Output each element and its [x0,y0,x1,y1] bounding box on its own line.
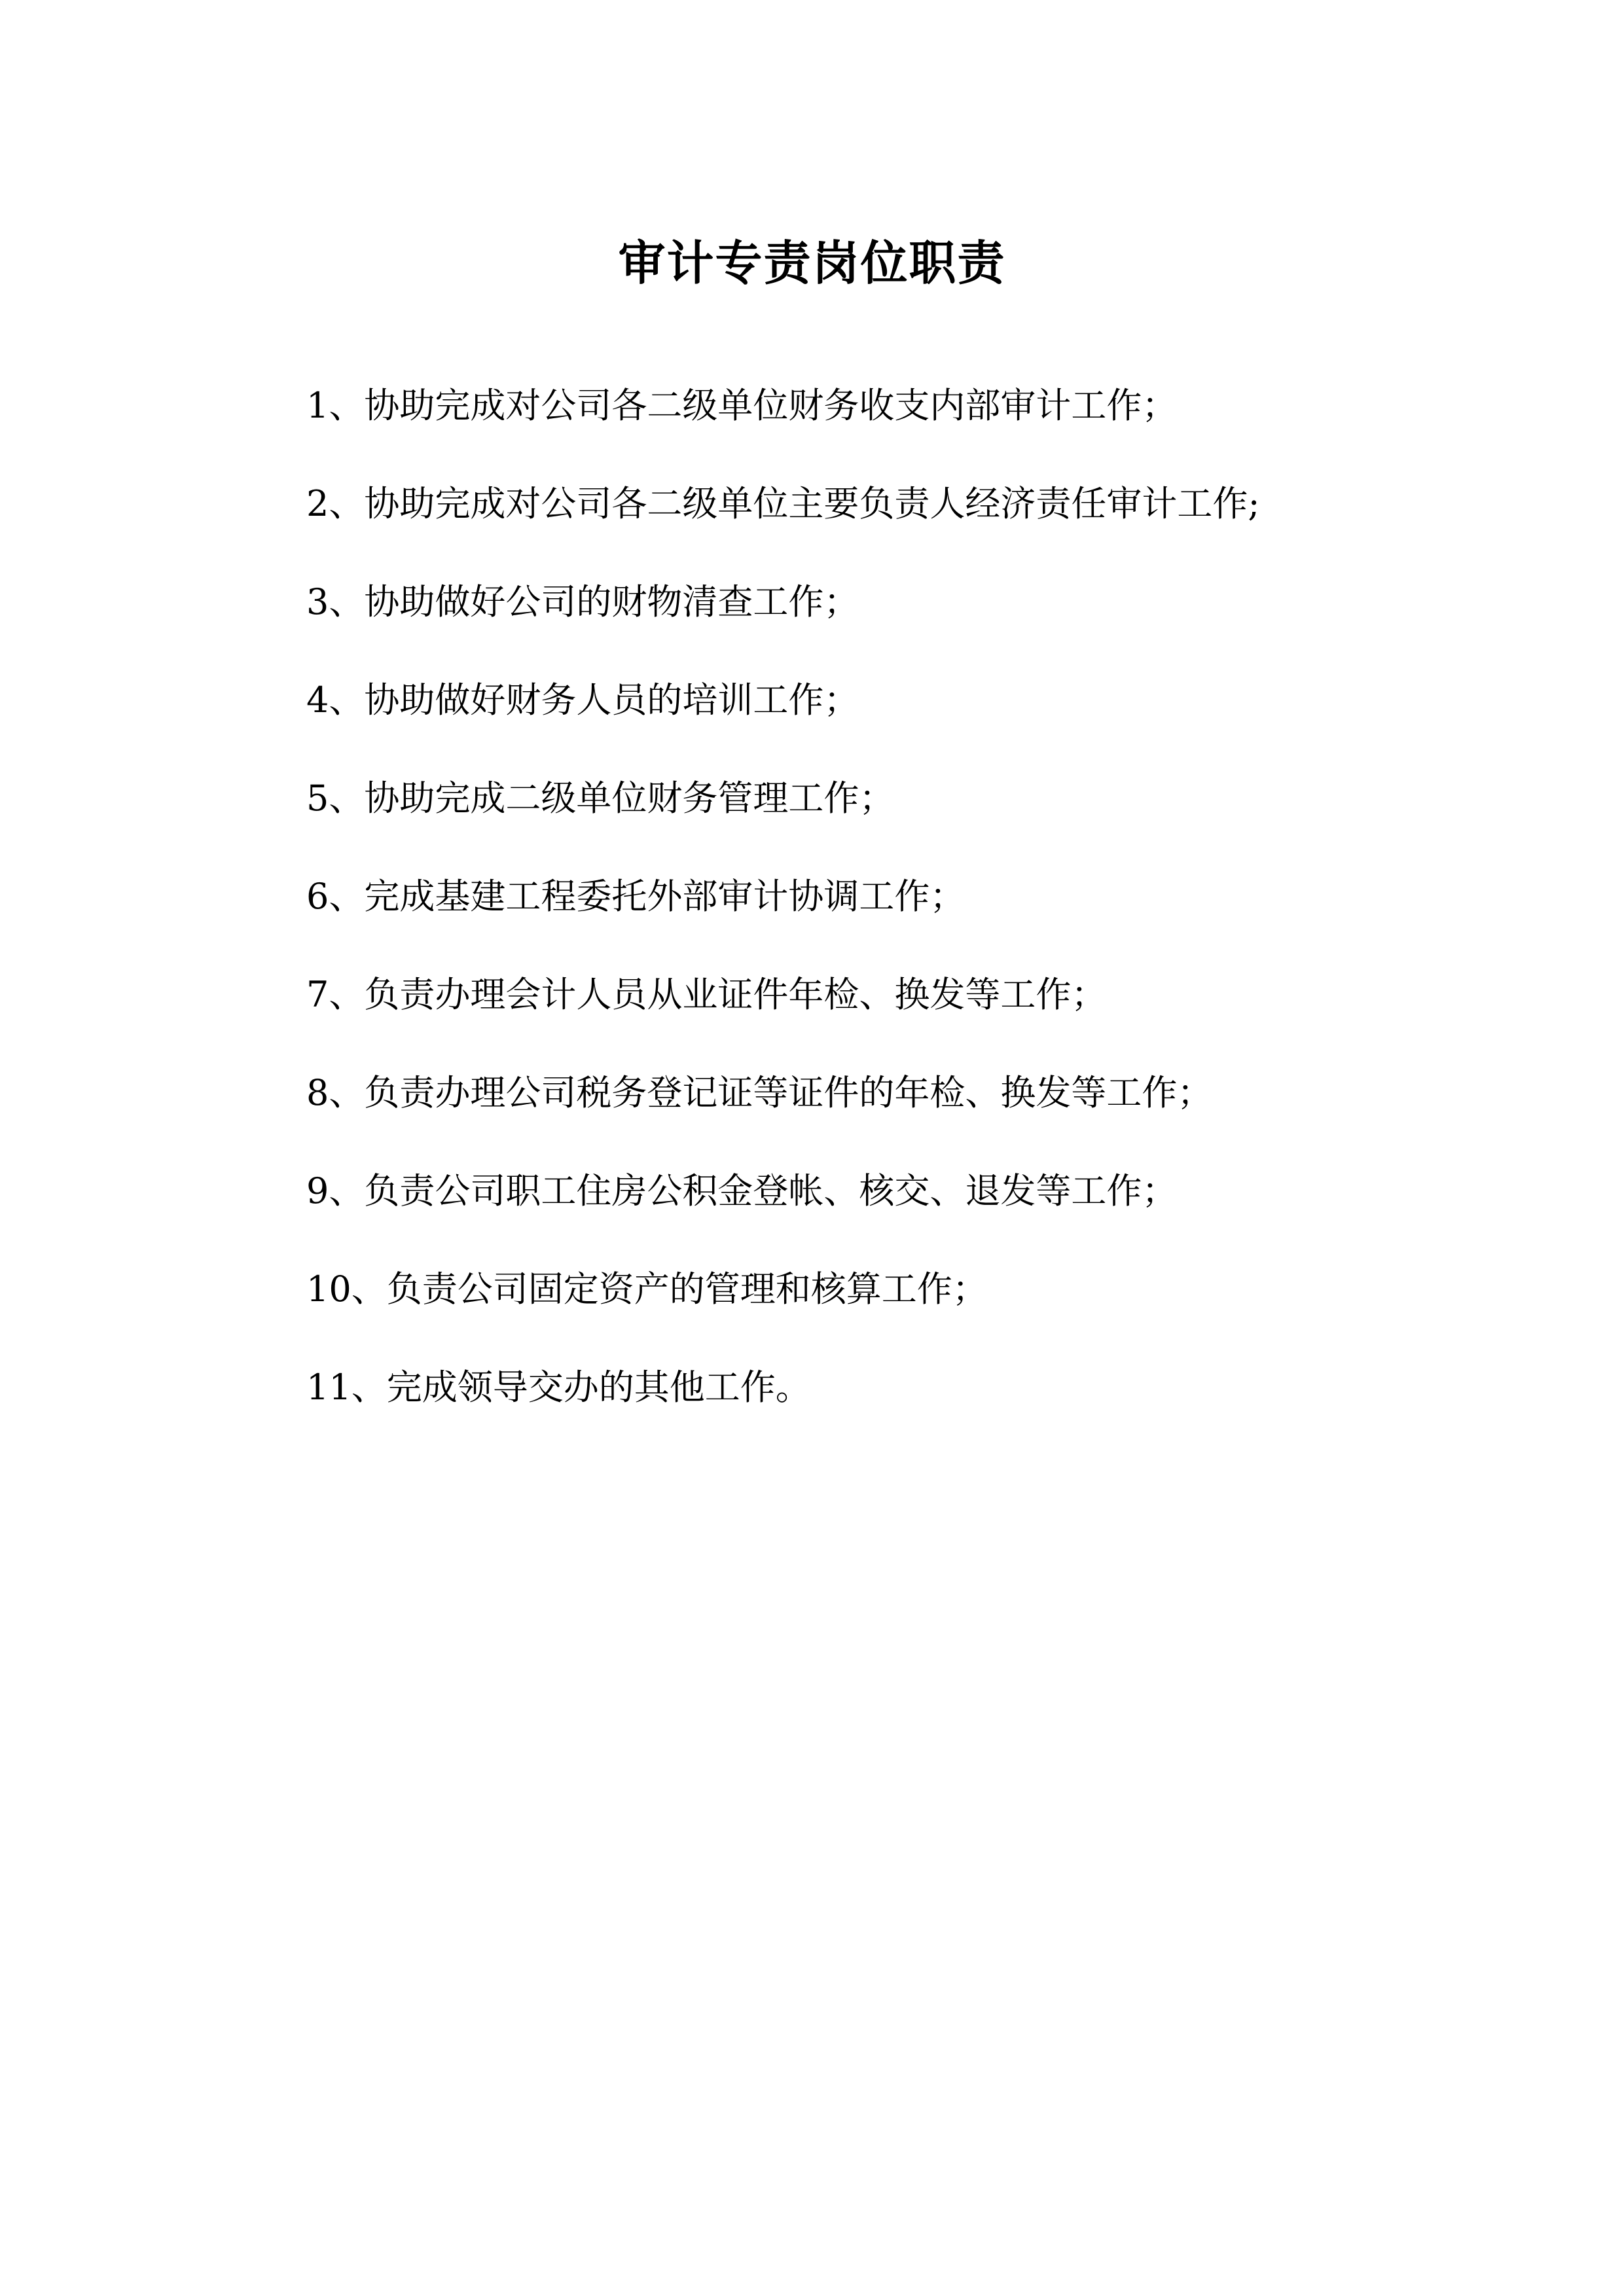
duty-item: 10、负责公司固定资产的管理和核算工作； [306,1268,988,1310]
duty-item: 4、协助做好财务人员的培训工作； [306,679,859,721]
document-title: 审计专责岗位职责 [618,235,1006,291]
duty-item: 3、协助做好公司的财物清查工作； [306,581,859,622]
duty-item: 8、负责办理公司税务登记证等证件的年检、换发等工作； [306,1072,1213,1113]
duty-item: 9、负责公司职工住房公积金登帐、核交、退发等工作； [306,1170,1178,1211]
duty-list [236,357,1296,1437]
duty-item: 5、协助完成二级单位财务管理工作； [306,778,895,819]
duty-item: 6、完成基建工程委托外部审计协调工作； [306,876,965,917]
duty-item: 11、完成领导交办的其他工作。 [306,1367,811,1408]
duty-item: 7、负责办理会计人员从业证件年检、换发等工作； [306,974,1107,1015]
duty-item: 2、协助完成对公司各二级单位主要负责人经济责任审计工作; [306,483,1260,524]
duty-item: 1、协助完成对公司各二级单位财务收支内部审计工作； [306,385,1178,426]
